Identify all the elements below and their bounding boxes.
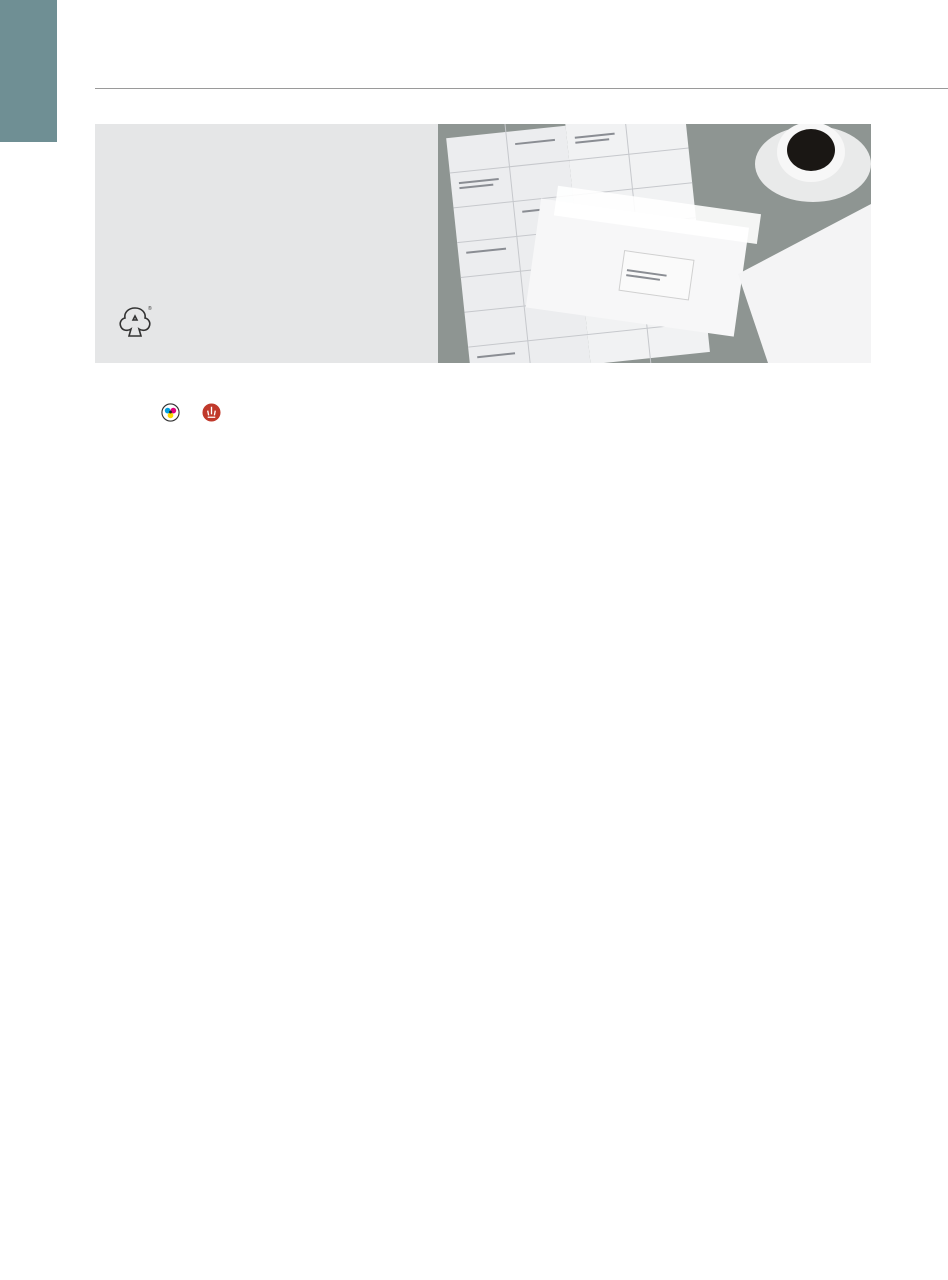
laser-icon (202, 403, 221, 422)
title-divider (95, 88, 948, 89)
cutting-legend (155, 403, 237, 422)
hero-banner (95, 124, 871, 363)
product-photo-illustration (438, 124, 871, 363)
hero-description (116, 154, 422, 171)
footer-legend (864, 1233, 871, 1242)
fsc-tree-icon (115, 300, 155, 348)
svg-text:®: ® (148, 306, 152, 312)
product-photo (438, 124, 871, 363)
section-tab (0, 0, 57, 142)
inkjet-icon (161, 403, 180, 422)
